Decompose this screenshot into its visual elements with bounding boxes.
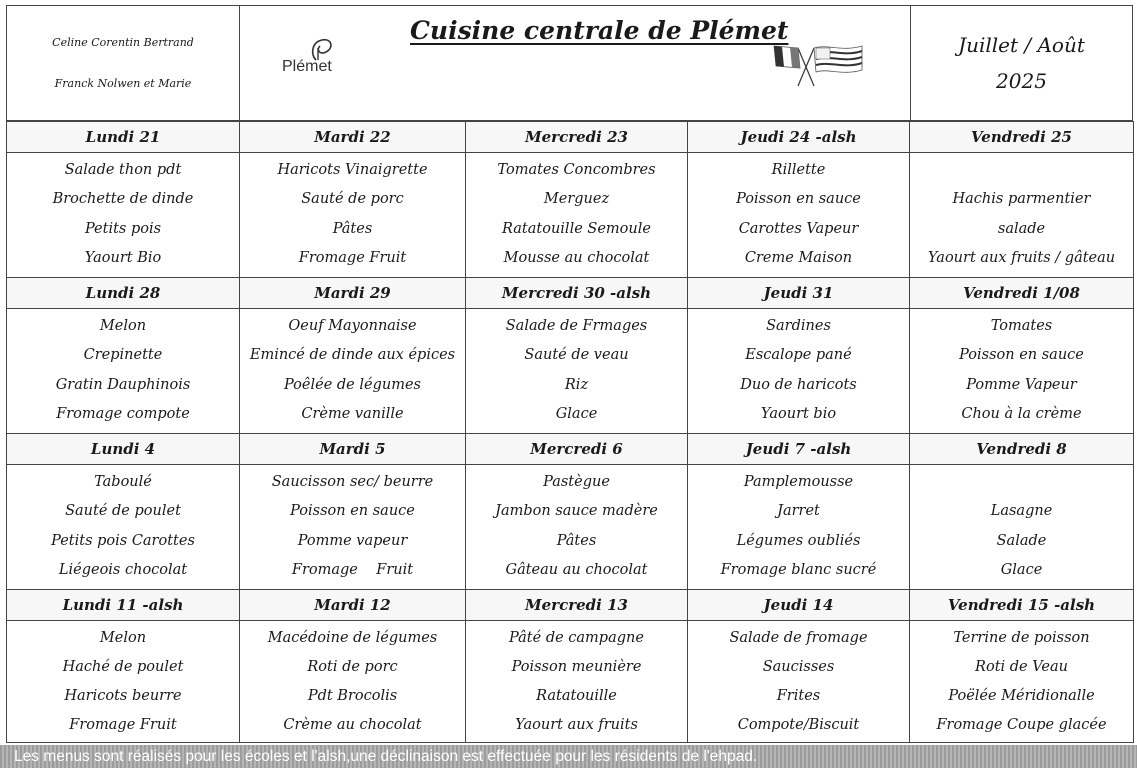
dish: Pomme Vapeur: [966, 376, 1077, 393]
day-header: Jeudi 14: [688, 589, 910, 621]
day-header: Lundi 4: [7, 433, 240, 465]
dish: Pâtes: [556, 532, 597, 549]
dish: Mousse au chocolat: [503, 250, 650, 267]
day-menu: [466, 153, 688, 277]
dish: Creme Maison: [744, 250, 853, 267]
dish: Petits pois: [84, 220, 162, 237]
dish: Salade de Frmages: [505, 317, 648, 334]
dish: Melon: [99, 629, 147, 646]
dish: Petits pois Carottes: [51, 532, 195, 549]
day-header: Vendredi 25: [910, 121, 1134, 153]
dish: Gâteau au chocolat: [505, 562, 648, 579]
dish: Poêlée de légumes: [284, 376, 421, 393]
dish: Pâté de campagne: [509, 629, 644, 646]
day-menu: [910, 465, 1134, 589]
dish: Tomates: [990, 317, 1053, 334]
dish: Yaourt bio: [760, 406, 837, 423]
day-menu: [910, 309, 1134, 433]
dish: Poisson en sauce: [959, 347, 1084, 364]
dish: Yaourt aux fruits: [515, 716, 638, 733]
dish: Pdt Brocolis: [307, 687, 398, 704]
day-menu: [240, 465, 466, 589]
staff-credits: [7, 6, 240, 120]
day-menu: [466, 621, 688, 743]
dish: Salade thon pdt: [64, 161, 182, 178]
dish: Lasagne: [990, 503, 1053, 520]
dish: Jarret: [777, 503, 820, 520]
dish: Merguez: [543, 191, 610, 208]
dish: Fromage compote: [56, 406, 190, 423]
menu-grid: [6, 121, 1133, 743]
staff-line-1: Celine Corentin Bertrand: [52, 36, 194, 49]
dish: Hachis parmentier: [952, 191, 1091, 208]
dish: Jambon sauce madère: [495, 503, 658, 520]
dish: Glace: [555, 406, 598, 423]
dish: Poisson en sauce: [736, 191, 861, 208]
dish: Sauté de veau: [524, 347, 629, 364]
dish: Oeuf Mayonnaise: [288, 317, 417, 334]
day-header: Mardi 5: [240, 433, 466, 465]
dish: Gratin Dauphinois: [55, 376, 191, 393]
dish: Ratatouille: [536, 687, 617, 704]
day-header: Mardi 12: [240, 589, 466, 621]
dish: Sardines: [766, 317, 831, 334]
dish: Sauté de porc: [301, 191, 404, 208]
dish: Saucisson sec/ beurre: [271, 473, 434, 490]
dish: Liégeois chocolat: [58, 562, 188, 579]
dish: Haché de poulet: [62, 658, 184, 675]
day-menu: [688, 465, 910, 589]
dish: Terrine de poisson: [953, 629, 1090, 646]
dish: Frites: [776, 687, 821, 704]
dish: Taboulé: [94, 473, 152, 490]
dish: Melon: [99, 317, 147, 334]
day-menu: [240, 621, 466, 743]
period-months: Juillet / Août: [958, 33, 1085, 57]
staff-line-2: Franck Nolwen et Marie: [54, 77, 192, 90]
day-header: Mercredi 23: [466, 121, 688, 153]
dish: Poisson en sauce: [290, 503, 415, 520]
day-menu: [7, 309, 240, 433]
logo-text: Plémet: [282, 58, 332, 75]
day-menu: [240, 309, 466, 433]
day-header: Jeudi 7 -alsh: [688, 433, 910, 465]
day-menu: [466, 465, 688, 589]
dish: Crème au chocolat: [283, 716, 422, 733]
dish: Salade: [996, 532, 1047, 549]
day-header: Mercredi 30 -alsh: [466, 277, 688, 309]
header: [6, 5, 1133, 121]
dish: Pamplemousse: [743, 473, 854, 490]
dish: Fromage blanc sucré: [720, 562, 877, 579]
dish: Emincé de dinde aux épices: [249, 347, 456, 364]
day-header: Vendredi 1/08: [910, 277, 1134, 309]
dish: Pomme vapeur: [297, 532, 408, 549]
dish: Sauté de poulet: [65, 503, 181, 520]
day-header: Jeudi 24 -alsh: [688, 121, 910, 153]
day-menu: [688, 309, 910, 433]
day-header: Mardi 22: [240, 121, 466, 153]
dish: Tomates Concombres: [497, 161, 656, 178]
dish: Fromage Fruit: [291, 562, 414, 579]
dish: Haricots Vinaigrette: [277, 161, 428, 178]
day-header: Lundi 21: [7, 121, 240, 153]
day-menu: [7, 465, 240, 589]
dish: Saucisses: [762, 658, 835, 675]
period-year: 2025: [996, 69, 1047, 93]
day-header: Jeudi 31: [688, 277, 910, 309]
header-center: [240, 6, 911, 120]
day-header: Mercredi 6: [466, 433, 688, 465]
dish: Pâtes: [332, 220, 373, 237]
dish: Poisson meunière: [511, 658, 642, 675]
dish: Crème vanille: [301, 406, 404, 423]
day-header: Vendredi 15 -alsh: [910, 589, 1134, 621]
dish: Légumes oubliés: [736, 532, 861, 549]
day-menu: [688, 153, 910, 277]
day-menu: [910, 153, 1134, 277]
dish: Roti de porc: [307, 658, 398, 675]
day-menu: [240, 153, 466, 277]
dish: Glace: [1000, 562, 1043, 579]
day-menu: [910, 621, 1134, 743]
dish: Brochette de dinde: [52, 191, 194, 208]
dish: Escalope pané: [745, 347, 852, 364]
dish: Pastègue: [543, 473, 610, 490]
day-header: Vendredi 8: [910, 433, 1134, 465]
dish: salade: [997, 220, 1046, 237]
menu-sheet: [6, 5, 1133, 743]
dish: Poëlée Méridionalle: [948, 687, 1095, 704]
footer-note: Les menus sont réalisés pour les écoles et l'alsh,une déclinaison est effectuée pour les résidents de l'ehpad.: [0, 745, 1137, 768]
day-menu: [688, 621, 910, 743]
day-header: Mardi 29: [240, 277, 466, 309]
plemet-logo: [280, 36, 350, 81]
period: [911, 6, 1132, 120]
day-menu: [7, 153, 240, 277]
dish: Chou à la crème: [961, 406, 1082, 423]
day-menu: [466, 309, 688, 433]
dish: Fromage Coupe glacée: [936, 716, 1107, 733]
dish: [1019, 474, 1024, 490]
day-header: Lundi 28: [7, 277, 240, 309]
dish: Rillette: [771, 161, 826, 178]
dish: [1019, 162, 1024, 178]
dish: Yaourt aux fruits / gâteau: [927, 250, 1116, 267]
page-title: Cuisine centrale de Plémet: [410, 16, 789, 45]
day-menu: [7, 621, 240, 743]
dish: Crepinette: [83, 347, 163, 364]
dish: Fromage Fruit: [298, 250, 407, 267]
day-header: Mercredi 13: [466, 589, 688, 621]
dish: Ratatouille Semoule: [502, 220, 651, 237]
dish: Salade de fromage: [729, 629, 868, 646]
dish: Duo de haricots: [740, 376, 857, 393]
dish: Macédoine de légumes: [267, 629, 438, 646]
flags-icon: [770, 40, 865, 90]
dish: Roti de Veau: [975, 658, 1068, 675]
dish: Compote/Biscuit: [737, 716, 860, 733]
day-header: Lundi 11 -alsh: [7, 589, 240, 621]
dish: Carottes Vapeur: [738, 220, 859, 237]
dish: Fromage Fruit: [69, 716, 177, 733]
dish: Yaourt Bio: [84, 250, 162, 267]
dish: Riz: [564, 376, 589, 393]
dish: Haricots beurre: [64, 687, 182, 704]
